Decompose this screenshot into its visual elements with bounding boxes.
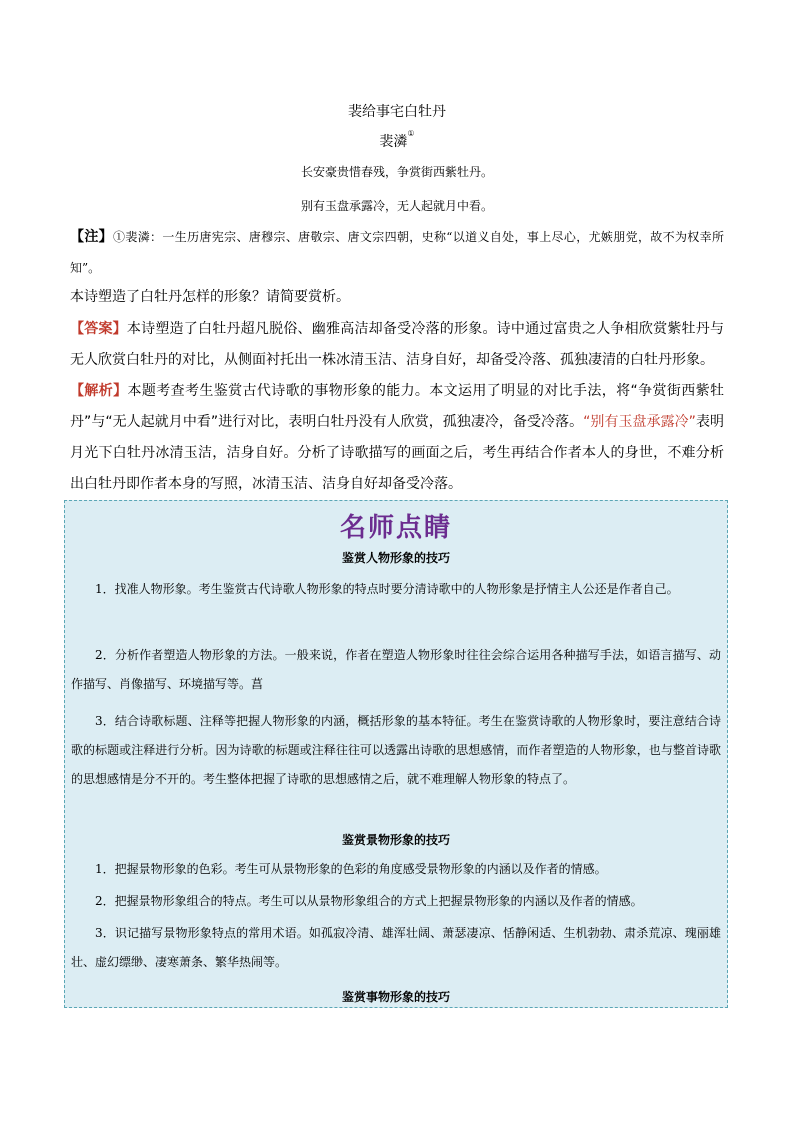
poem-author-name: 裴潾: [379, 134, 408, 150]
tips-section-title-character: 鉴赏人物形象的技巧: [341, 551, 450, 565]
analysis-text-2: 表明月光下白牡丹冰清玉洁，洁身自好。分析了诗歌描写的画面之后，考生再结合作者本人的身世，不难分析出白牡丹即作者本身的写照，冰清玉洁、洁身自好却备受冷落。: [70, 414, 724, 492]
poem-line-2: 别有玉盘承露冷，无人起就月中看。: [300, 199, 493, 213]
tips-section-title-object: 鉴赏事物形象的技巧: [341, 990, 450, 1004]
analysis-tag: 【解析】: [70, 383, 128, 399]
tips-paragraph: 3．结合诗歌标题、注释等把握人物形象的内涵，概括形象的基本特征。考生在鉴赏诗歌的人物形象时，要注意结合诗歌的标题或注释进行分析。因为诗歌的标题或注释往往可以透露出诗歌的思想感情，而作者塑造的人物形象，也与整首诗歌的思想感情是分不开的。考生整体把握了诗歌的思想感情之后，就不难理解人物形象的特点了。: [71, 714, 721, 786]
tips-paragraph: 2．把握景物形象组合的特点。考生可以从景物形象组合的方式上把握景物形象的内涵以及作者的情感。: [95, 894, 643, 908]
poem-title: 裴给事宅白牡丹: [348, 104, 446, 120]
answer-tag: 【答案】: [70, 321, 127, 337]
analysis-text-1: 本题考查考生鉴赏古代诗歌的事物形象的能力。本文运用了明显的对比手法，将“争赏街西紫牡丹”与“无人起就月中看”进行对比，表明白牡丹没有人欣赏，孤独凄冷，备受冷落。: [70, 383, 724, 430]
tips-paragraph: 1．把握景物形象的色彩。考生可从景物形象的色彩的角度感受景物形象的内涵以及作者的情感。: [95, 862, 607, 876]
tips-section-title-scenery: 鉴赏景物形象的技巧: [341, 833, 450, 847]
tips-paragraph: 3．识记描写景物形象特点的常用术语。如孤寂冷清、雄浑壮阔、萧瑟凄凉、恬静闲适、生机勃勃、肃杀荒凉、瑰丽雄壮、虚幻缥缈、凄寒萧条、繁华热闹等。: [71, 926, 721, 969]
footnote-mark: ①: [407, 129, 415, 138]
poem-line-1: 长安豪贵惜春残，争赏街西紫牡丹。: [300, 165, 493, 179]
analysis-quote: “别有玉盘承露冷”: [583, 414, 696, 430]
answer-block: [70, 314, 724, 376]
tips-title: 名师点睛: [339, 513, 452, 543]
question-text: 本诗塑造了白牡丹怎样的形象？请简要赏析。: [70, 289, 350, 305]
annotation-note: [70, 222, 724, 284]
note-tag: 【注】: [70, 229, 114, 245]
tips-paragraph: 2．分析作者塑造人物形象的方法。一般来说，作者在塑造人物形象时往往会综合运用各种描写手法，如语言描写、动作描写、肖像描写、环境描写等。菖: [71, 648, 721, 691]
analysis-block: [70, 376, 724, 500]
teacher-tips-box: [64, 500, 728, 1008]
poem-author: [0, 131, 794, 151]
note-text: ①裴潾：一生历唐宪宗、唐穆宗、唐敬宗、唐文宗四朝，史称“以道义自处，事上尽心，尤嫉朋党，故不为权幸所知”。: [70, 230, 724, 275]
tips-paragraph: 1．找准人物形象。考生鉴赏古代诗歌人物形象的特点时要分清诗歌中的人物形象是抒情主人公还是作者自己。: [95, 582, 679, 596]
answer-text: 本诗塑造了白牡丹超凡脱俗、幽雅高洁却备受冷落的形象。诗中通过富贵之人争相欣赏紫牡丹与无人欣赏白牡丹的对比，从侧面衬托出一株冰清玉洁、洁身自好，却备受冷落、孤独凄清的白牡丹形象。: [70, 321, 724, 368]
